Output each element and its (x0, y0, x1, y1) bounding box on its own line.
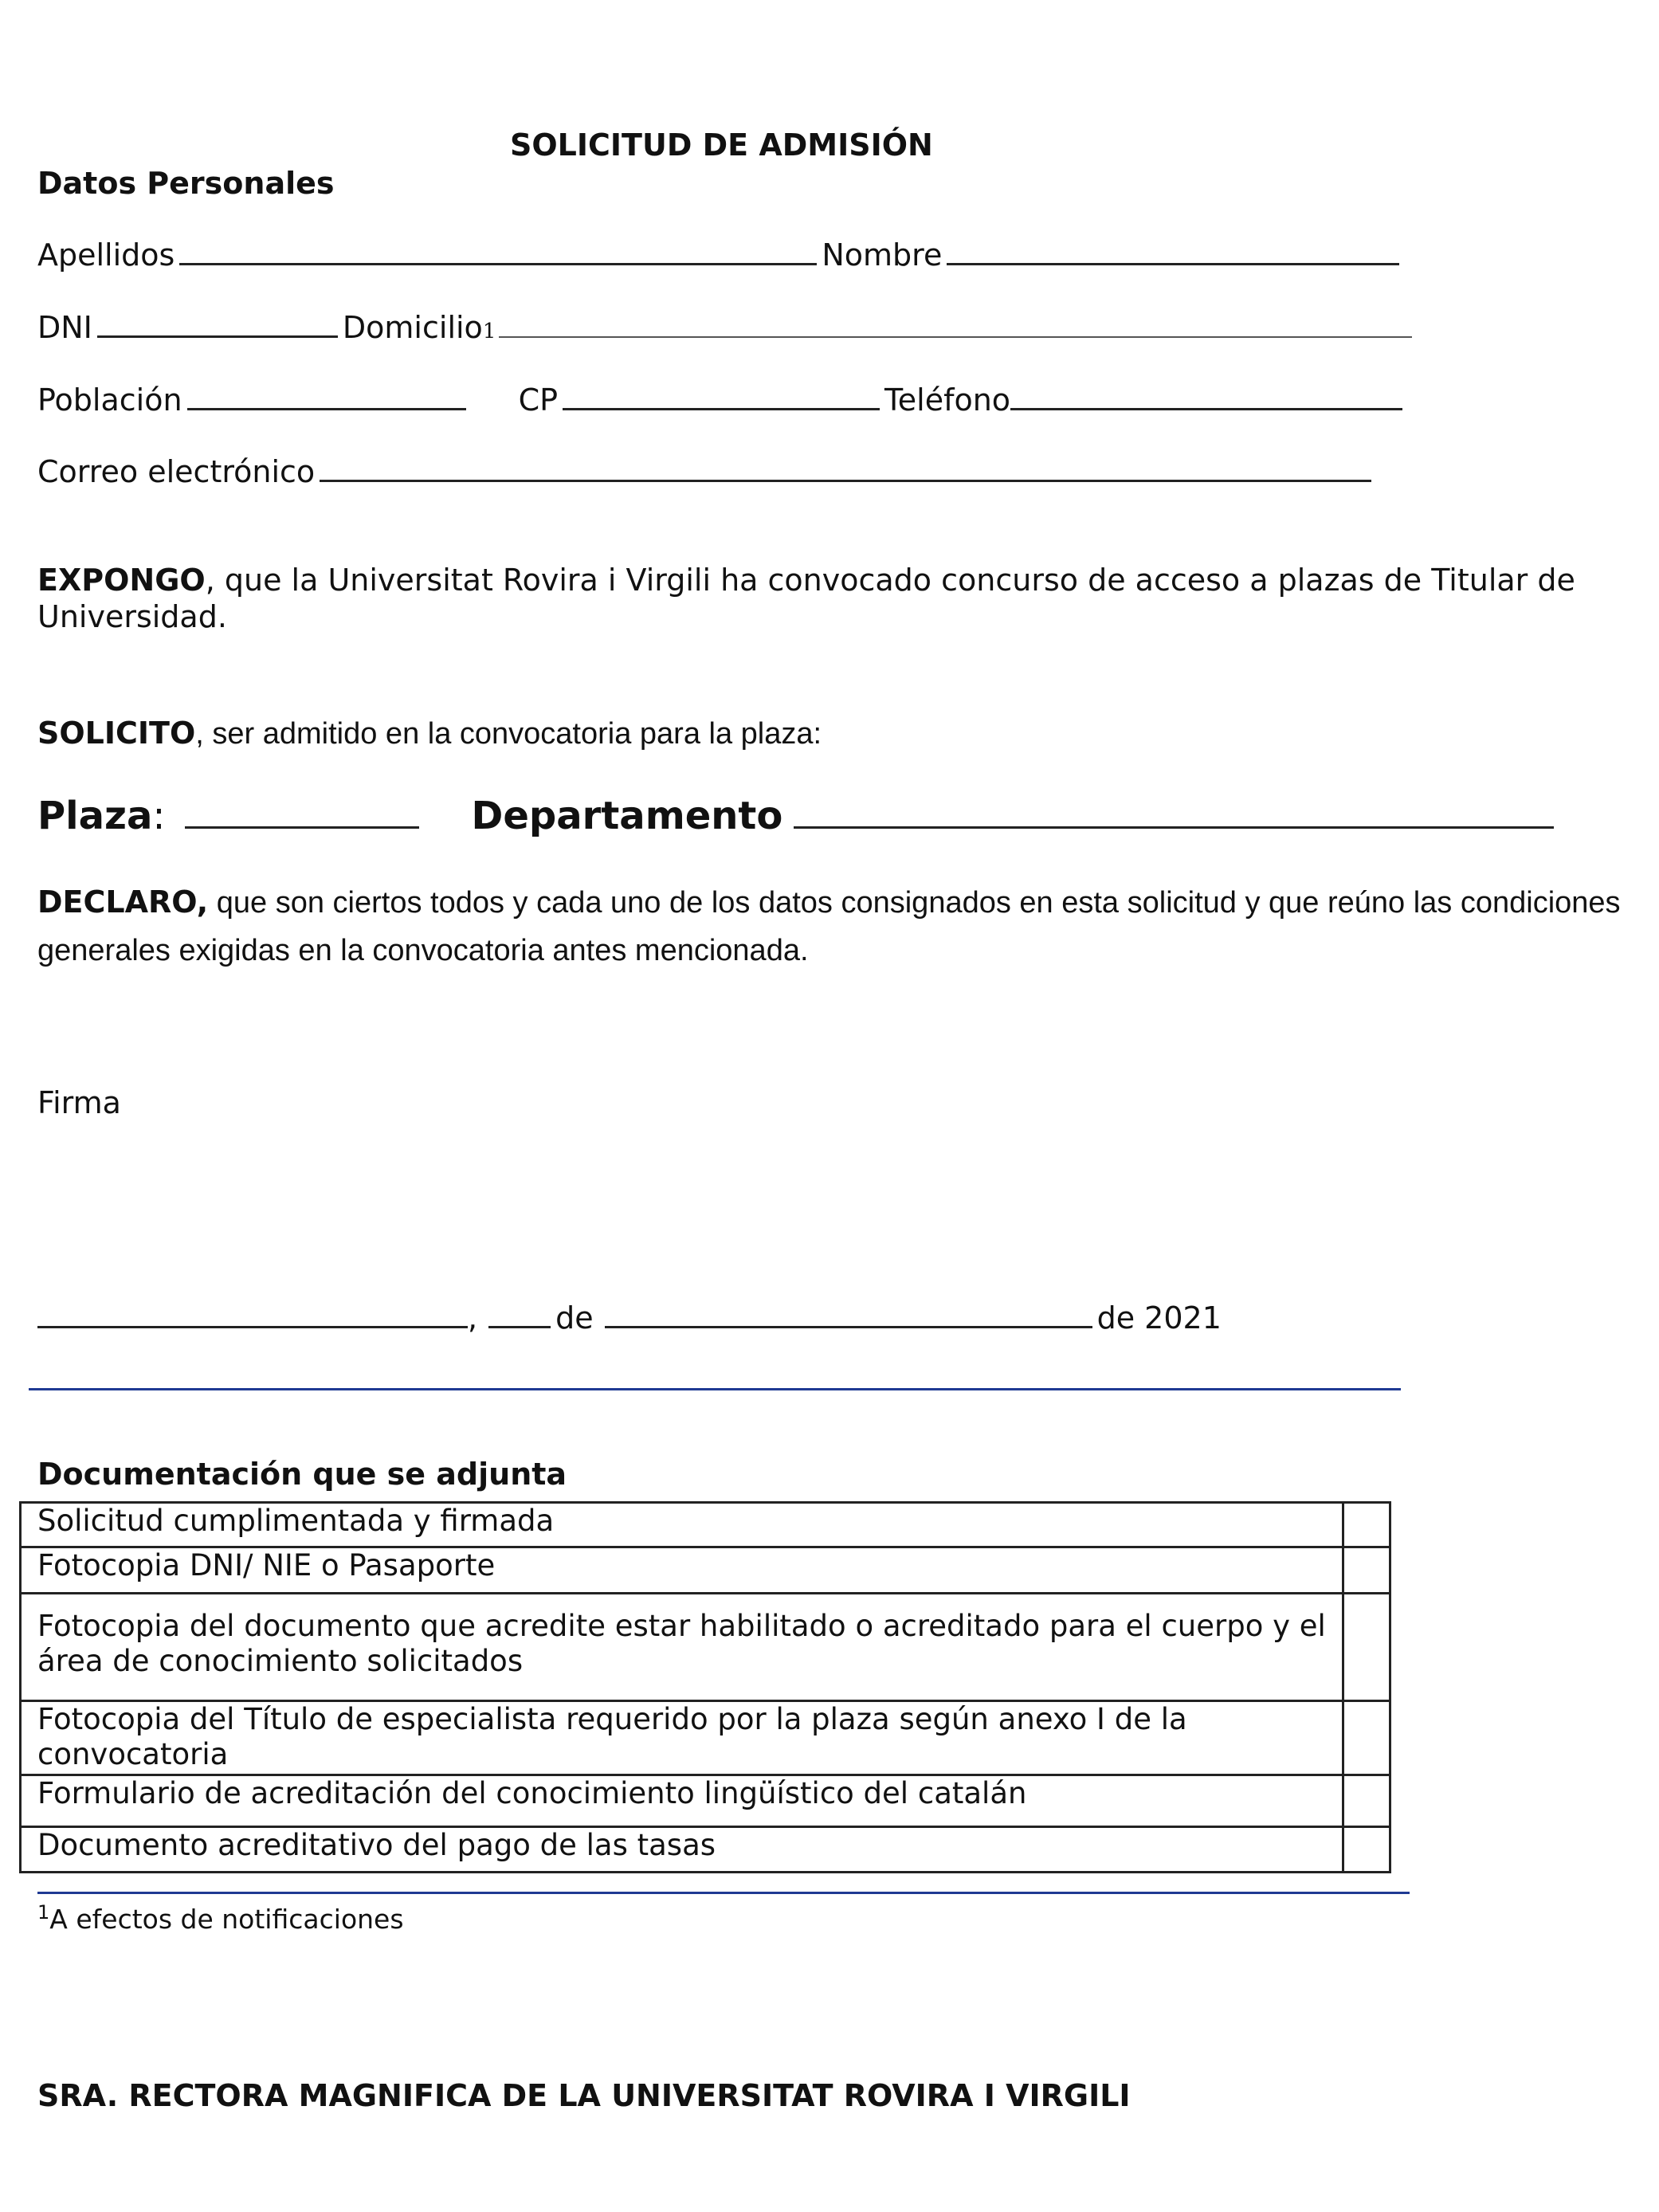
declaro-text: que son ciertos todos y cada uno de los datos consignados en esta solicitud y que reúno las condiciones (208, 886, 1621, 920)
apellidos-field[interactable] (179, 262, 817, 265)
footnote-rule (37, 1892, 1410, 1894)
day-field[interactable] (488, 1325, 551, 1328)
correo-row (37, 454, 1376, 489)
firma-label: Firma (37, 1085, 121, 1120)
doc-item-label: Formulario de acreditación del conocimiento lingüístico del catalán (21, 1775, 1343, 1827)
solicito-line (37, 716, 822, 751)
month-field[interactable] (605, 1325, 1092, 1328)
footnote (37, 1901, 404, 1935)
divider-rule (29, 1388, 1401, 1390)
plaza-label: Plaza (37, 794, 153, 838)
documentation-table (19, 1501, 1391, 1873)
domicilio-field[interactable] (499, 335, 1412, 338)
dni-label: DNI (37, 310, 92, 345)
section-heading-personal: Datos Personales (37, 166, 335, 201)
doc-checkbox[interactable] (1343, 1701, 1390, 1775)
declaro-line1 (37, 884, 1621, 920)
poblacion-label: Población (37, 382, 182, 418)
solicito-label: SOLICITO (37, 716, 196, 751)
correo-label: Correo electrónico (37, 454, 316, 489)
doc-item-label: Fotocopia del Título de especialista requerido por la plaza según anexo I de la convocatoria (21, 1701, 1343, 1775)
cp-field[interactable] (563, 407, 880, 410)
table-row (21, 1701, 1390, 1775)
solicito-text: , ser admitido en la convocatoria para la plaza: (195, 717, 822, 751)
documentation-heading: Documentación que se adjunta (37, 1457, 567, 1492)
plaza-colon: : (152, 794, 166, 838)
declaro-label: DECLARO, (37, 884, 209, 920)
doc-checkbox[interactable] (1343, 1827, 1390, 1873)
dni-row (37, 310, 1415, 345)
doc-item-label: Documento acreditativo del pago de las tasas (21, 1827, 1343, 1873)
apellidos-row (37, 237, 1404, 273)
table-row (21, 1547, 1390, 1594)
declaro-line2: generales exigidas en la convocatoria antes mencionada. (37, 934, 809, 967)
date-comma: , (468, 1300, 478, 1335)
date-de: de (555, 1300, 594, 1335)
doc-checkbox[interactable] (1343, 1775, 1390, 1827)
addressee: SRA. RECTORA MAGNIFICA DE LA UNIVERSITAT ROVIRA I VIRGILI (37, 2078, 1131, 2113)
expongo-line2: Universidad. (37, 599, 227, 634)
domicilio-label: Domicilio (342, 310, 483, 345)
poblacion-field[interactable] (187, 407, 466, 410)
place-field[interactable] (37, 1325, 468, 1328)
table-row (21, 1827, 1390, 1873)
departamento-label: Departamento (471, 794, 783, 838)
footnote-text: A efectos de notificaciones (49, 1904, 404, 1935)
dni-field[interactable] (97, 335, 338, 338)
table-row (21, 1594, 1390, 1701)
plaza-row (37, 794, 1559, 838)
plaza-field[interactable] (185, 826, 419, 829)
form-title: SOLICITUD DE ADMISIÓN (510, 127, 933, 163)
departamento-field[interactable] (794, 826, 1554, 829)
doc-item-label: Solicitud cumplimentada y firmada (21, 1503, 1343, 1547)
expongo-line1 (37, 563, 1575, 598)
domicilio-footnote-mark: 1 (482, 320, 496, 343)
expongo-label: EXPONGO (37, 563, 206, 598)
nombre-field[interactable] (947, 262, 1399, 265)
table-row (21, 1775, 1390, 1827)
nombre-label: Nombre (822, 237, 943, 273)
doc-checkbox[interactable] (1343, 1594, 1390, 1701)
footnote-mark: 1 (37, 1901, 50, 1924)
doc-checkbox[interactable] (1343, 1503, 1390, 1547)
doc-item-label: Fotocopia del documento que acredite estar habilitado o acreditado para el cuerpo y el área de conocimiento solicitados (21, 1594, 1343, 1701)
correo-field[interactable] (320, 479, 1371, 482)
table-row (21, 1503, 1390, 1547)
poblacion-row (37, 382, 1407, 418)
expongo-text: , que la Universitat Rovira i Virgili ha convocado concurso de acceso a plazas de Titular de (205, 563, 1575, 598)
telefono-field[interactable] (1010, 407, 1402, 410)
date-year: de 2021 (1096, 1300, 1222, 1335)
telefono-label: Teléfono (884, 382, 1011, 418)
doc-item-label: Fotocopia DNI/ NIE o Pasaporte (21, 1547, 1343, 1594)
date-row (37, 1300, 1222, 1335)
doc-checkbox[interactable] (1343, 1547, 1390, 1594)
apellidos-label: Apellidos (37, 237, 175, 273)
cp-label: CP (518, 382, 559, 418)
